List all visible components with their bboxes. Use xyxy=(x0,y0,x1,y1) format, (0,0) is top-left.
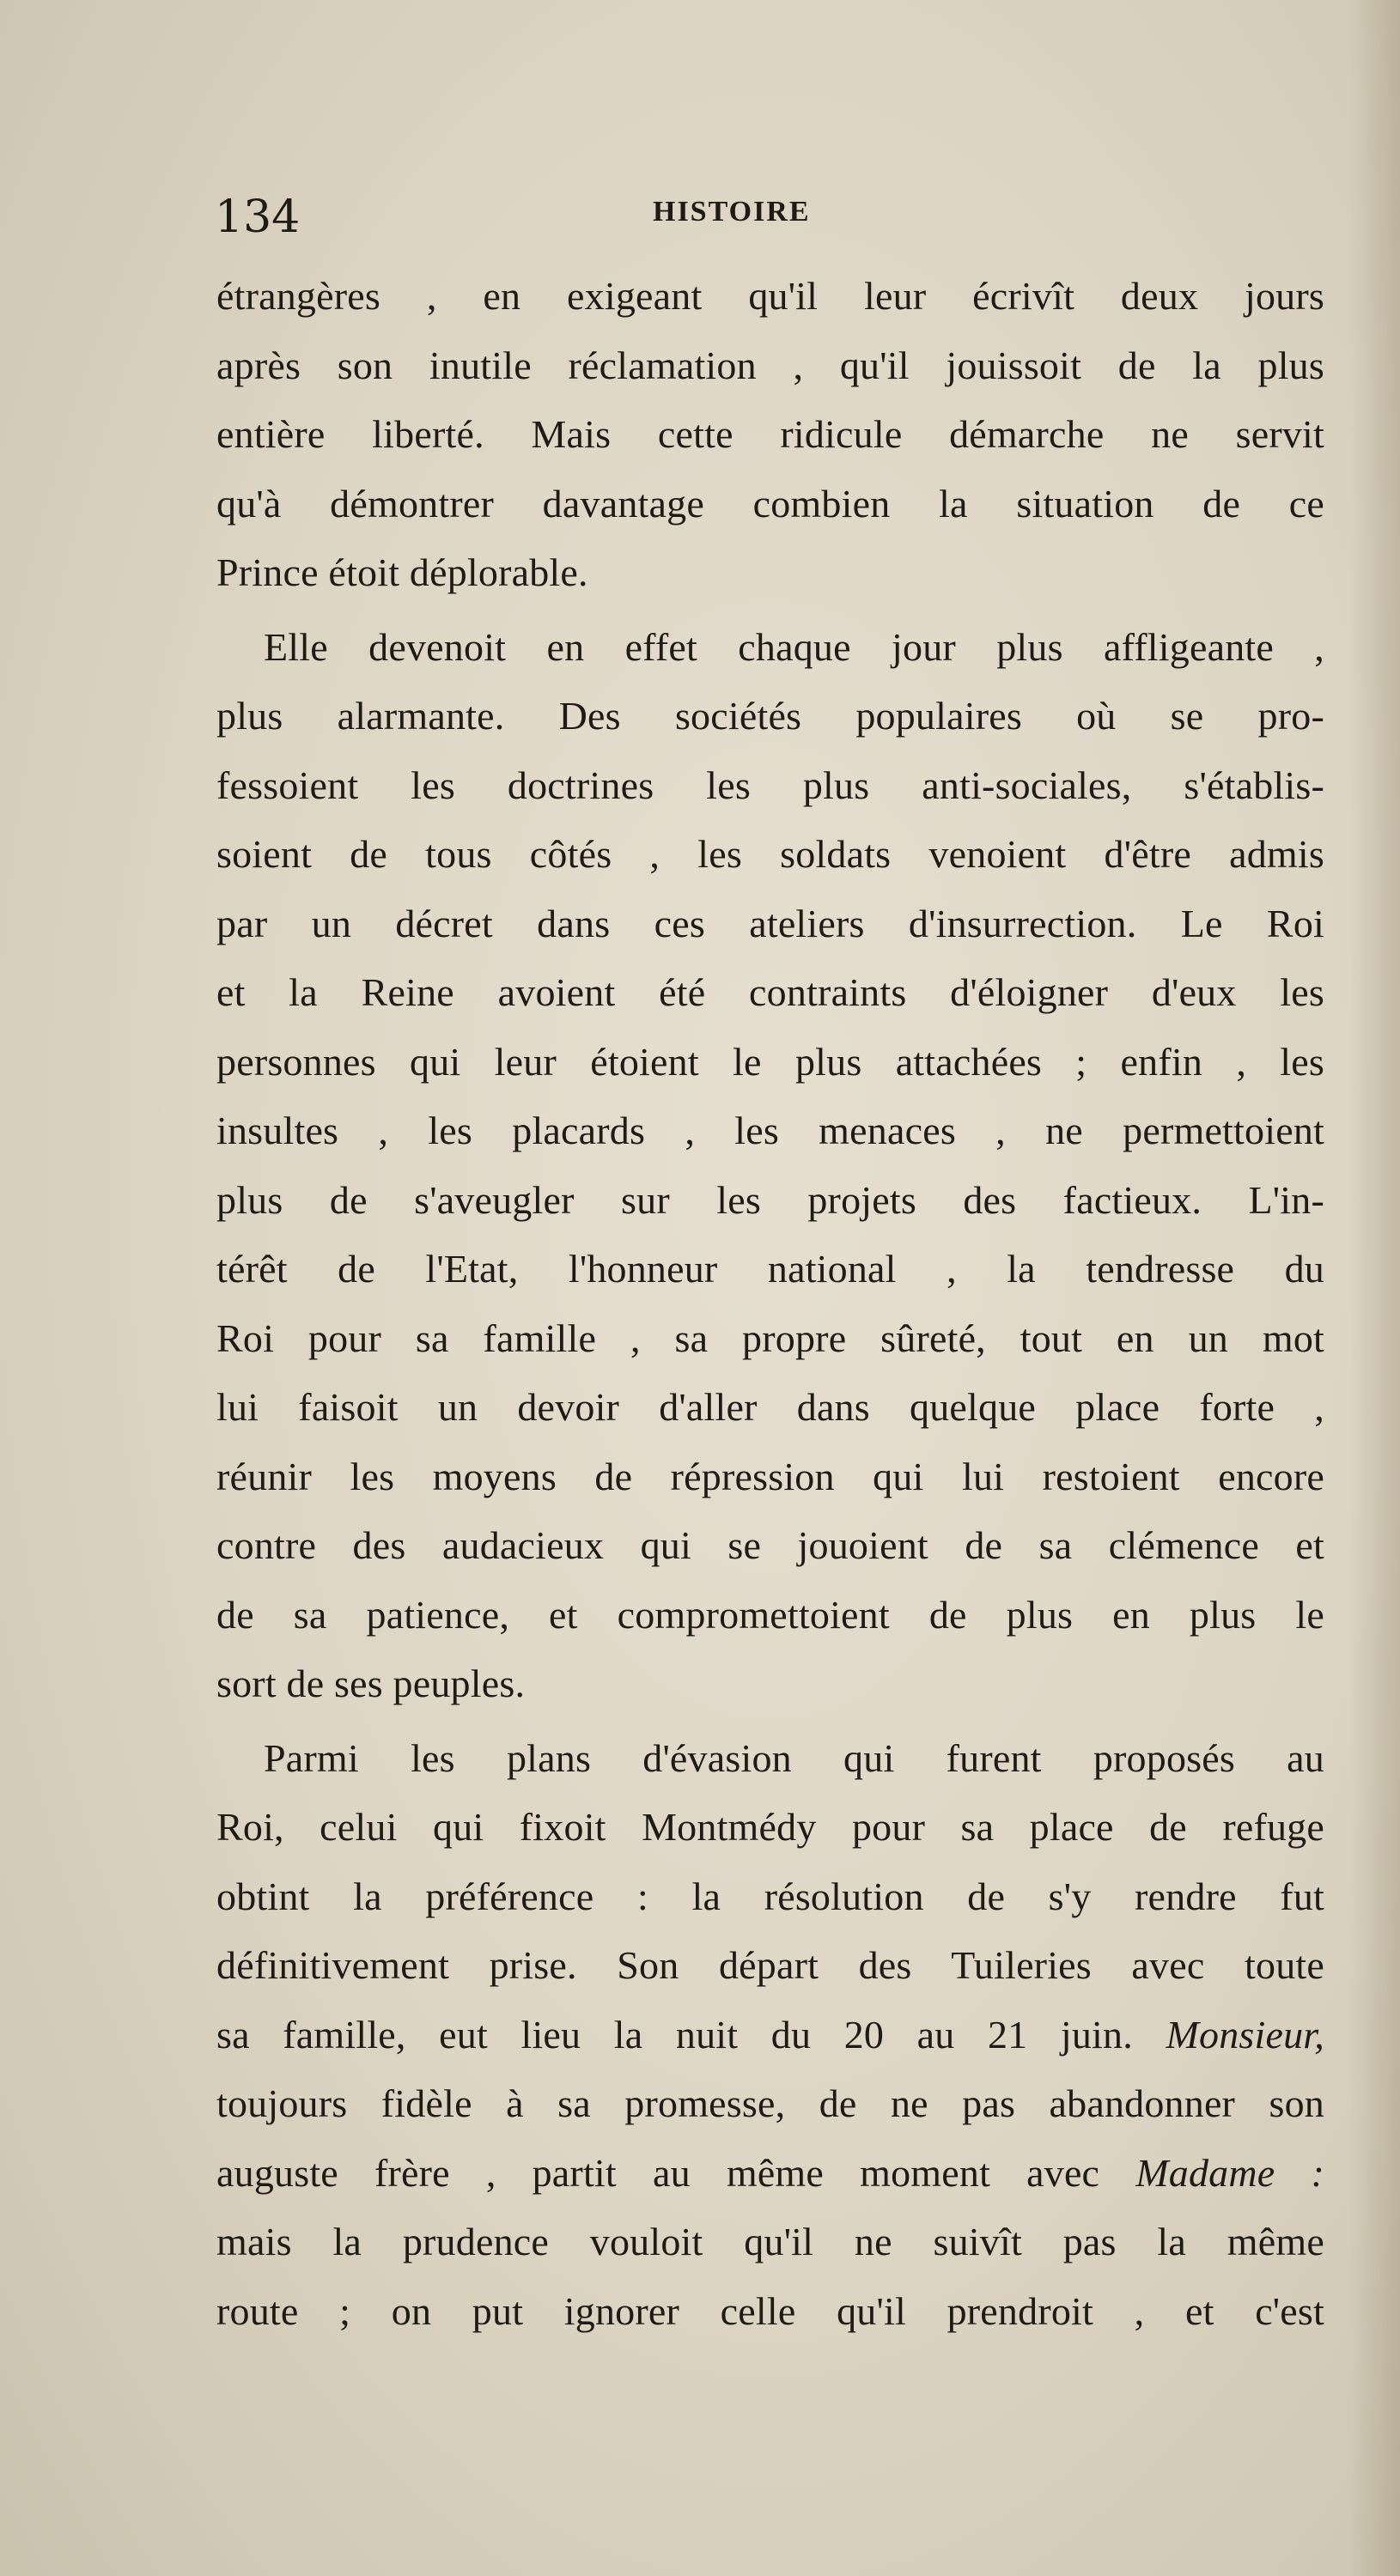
text-line-content: auguste frère , partit au même moment avec xyxy=(216,2150,1100,2195)
text-line-content: toujours fidèle à sa promesse, de ne pas abandonner son xyxy=(216,2081,1324,2125)
text-line xyxy=(216,2139,1324,2208)
text-line-content: Roi, celui qui fixoit Montmédy pour sa place de refuge xyxy=(216,1805,1324,1849)
text-line-content: étrangères , en exigeant qu'il leur écrivît deux jours xyxy=(216,274,1324,318)
text-line xyxy=(216,2069,1324,2139)
text-line-content: obtint la préférence : la résolution de s'y rendre fut xyxy=(216,1874,1324,1918)
text-line-content: personnes qui leur étoient le plus attachées ; enfin , les xyxy=(216,1039,1324,1084)
text-line xyxy=(216,1373,1324,1443)
text-line xyxy=(216,470,1324,539)
text-line-content: sa famille, eut lieu la nuit du 20 au 21 juin. xyxy=(216,2012,1133,2057)
text-line xyxy=(216,2208,1324,2277)
text-line-content: et la Reine avoient été contraints d'éloigner d'eux les xyxy=(216,970,1324,1014)
text-line xyxy=(216,890,1324,959)
page-number: 134 xyxy=(215,191,301,243)
text-line-content: plus alarmante. Des sociétés populaires où se pro- xyxy=(216,694,1324,738)
text-line xyxy=(216,820,1324,890)
text-line xyxy=(216,538,1324,608)
text-line-content: sort de ses peuples. xyxy=(216,1662,526,1705)
text-line xyxy=(216,1097,1324,1166)
text-line xyxy=(216,1931,1324,2001)
text-line-content: après son inutile réclamation , qu'il jouissoit de la plus xyxy=(216,343,1324,387)
text-line xyxy=(216,1511,1324,1581)
text-line-content: définitivement prise. Son départ des Tuileries avec toute xyxy=(216,1943,1324,1987)
text-line-content: Roi pour sa famille , sa propre sûreté, tout en un mot xyxy=(216,1315,1324,1360)
text-line-content: réunir les moyens de répression qui lui restoient encore xyxy=(216,1454,1324,1498)
text-line-content: mais la prudence vouloit qu'il ne suivît pas la même xyxy=(216,2220,1324,2263)
text-line xyxy=(216,262,1324,331)
text-line xyxy=(216,1443,1324,1512)
text-line-content: route ; on put ignorer celle qu'il prendroit , et c'est xyxy=(216,2288,1324,2333)
text-line xyxy=(216,682,1324,751)
text-line-content: contre des audacieux qui se jouoient de sa clémence et xyxy=(216,1523,1324,1567)
text-line-content: qu'à démontrer davantage combien la situation de ce xyxy=(216,481,1324,526)
text-line-content: Prince étoit déplorable. xyxy=(216,550,588,594)
text-line xyxy=(216,751,1324,821)
text-line-content: soient de tous côtés , les soldats venoient d'être admis xyxy=(216,832,1324,876)
text-line xyxy=(216,1166,1324,1236)
text-line-content: par un décret dans ces ateliers d'insurrection. Le Roi xyxy=(216,901,1324,945)
text-line-content: insultes , les placards , les menaces , ne permettoient xyxy=(216,1109,1324,1152)
text-line xyxy=(216,2001,1324,2070)
text-line-content: lui faisoit un devoir d'aller dans quelque place forte , xyxy=(216,1385,1324,1429)
text-line xyxy=(216,1793,1324,1862)
text-line xyxy=(216,1028,1324,1097)
text-line-content: térêt de l'Etat, l'honneur national , la tendresse du xyxy=(216,1247,1324,1291)
text-line xyxy=(216,1724,1324,1794)
text-line-content: de sa patience, et compromettoient de plus en plus le xyxy=(216,1592,1324,1637)
text-line-content: Parmi les plans d'évasion qui furent proposés au xyxy=(264,1735,1324,1780)
text-line xyxy=(216,1304,1324,1374)
body-text xyxy=(216,262,1324,2346)
text-line xyxy=(216,958,1324,1028)
text-line xyxy=(216,400,1324,470)
text-line xyxy=(216,1862,1324,1932)
running-head xyxy=(215,187,1331,247)
text-line xyxy=(216,613,1324,683)
text-line xyxy=(216,1235,1324,1304)
text-line xyxy=(216,1581,1324,1650)
italic-name: Madame : xyxy=(1135,2150,1325,2195)
running-title: HISTOIRE xyxy=(653,196,811,228)
text-line xyxy=(216,331,1324,401)
text-line xyxy=(216,2277,1324,2347)
text-line-content: entière liberté. Mais cette ridicule démarche ne servit xyxy=(216,412,1324,456)
text-line-content: plus de s'aveugler sur les projets des factieux. L'in- xyxy=(216,1177,1324,1222)
text-line-content: Elle devenoit en effet chaque jour plus affligeante , xyxy=(264,624,1324,669)
text-line-content: fessoient les doctrines les plus anti-sociales, s'établis- xyxy=(216,762,1324,807)
text-line xyxy=(216,1649,1324,1719)
italic-name: Monsieur, xyxy=(1166,2012,1325,2057)
